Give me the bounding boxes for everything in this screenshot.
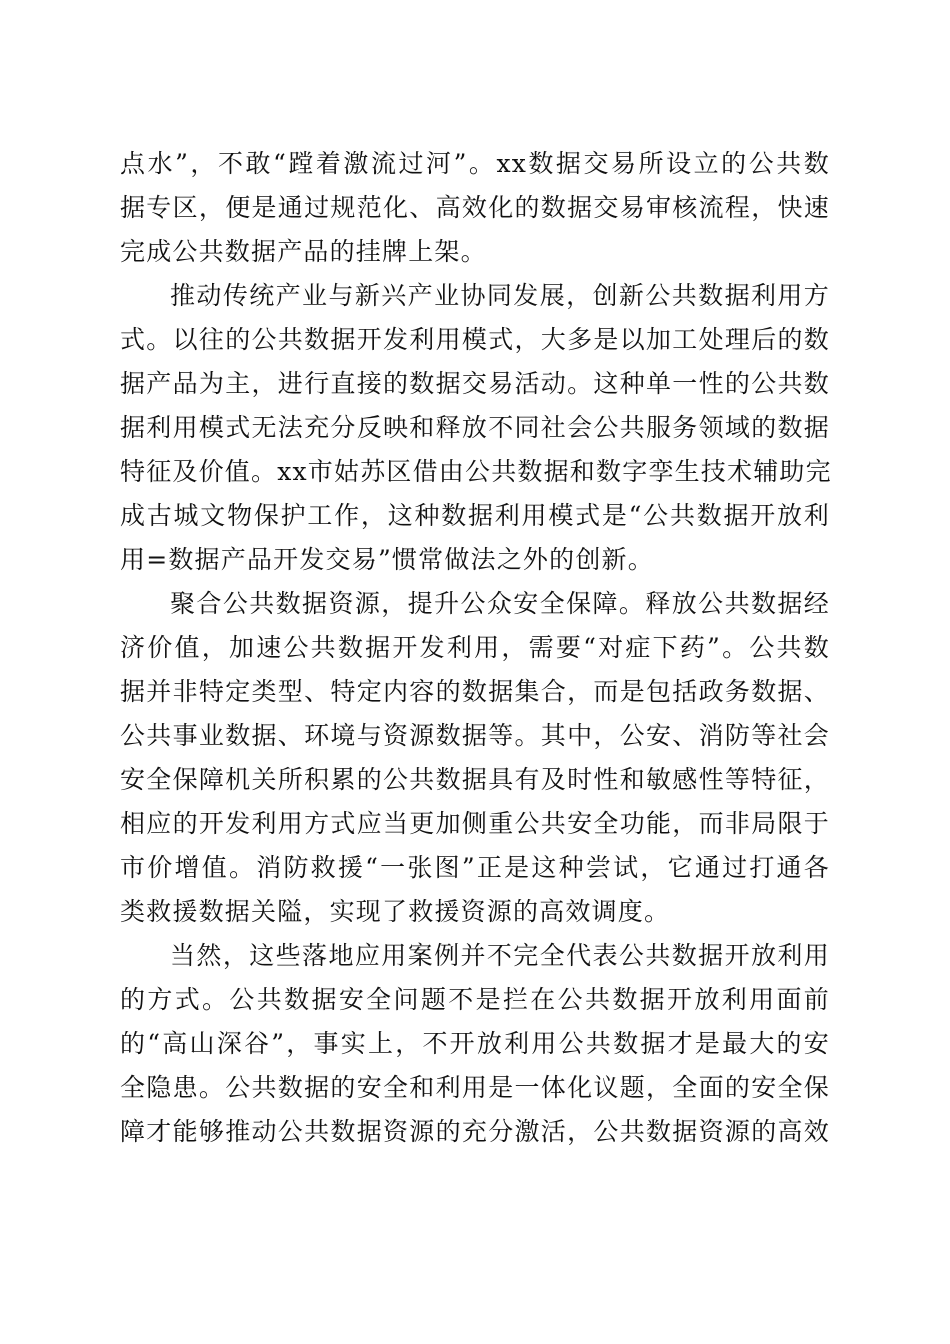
text-line: 的“高山深谷”，事实上，不开放利用公共数据才是最大的安: [120, 1029, 830, 1058]
text-line: 据产品为主，进行直接的数据交易活动。这种单一性的公共数: [120, 369, 830, 398]
text-line: 据专区，便是通过规范化、高效化的数据交易审核流程，快速: [120, 193, 830, 222]
text-line: 式。以往的公共数据开发利用模式，大多是以加工处理后的数: [120, 325, 830, 354]
text-line: 点水”，不敢“蹚着激流过河”。xx数据交易所设立的公共数: [120, 149, 830, 178]
text-line: 障才能够推动公共数据资源的充分激活，公共数据资源的高效: [120, 1117, 830, 1146]
text-line: 安全保障机关所积累的公共数据具有及时性和敏感性等特征，: [120, 765, 830, 794]
text-line: 用=数据产品开发交易”惯常做法之外的创新。: [120, 545, 654, 574]
text-line: 完成公共数据产品的挂牌上架。: [120, 237, 487, 266]
text-line: 相应的开发利用方式应当更加侧重公共安全功能，而非局限于: [120, 809, 830, 838]
body-text: [120, 142, 830, 1154]
paragraph-first-line: 聚合公共数据资源，提升公众安全保障。释放公共数据经: [170, 589, 830, 618]
text-line: 成古城文物保护工作，这种数据利用模式是“公共数据开放利: [120, 501, 830, 530]
text-line: 全隐患。公共数据的安全和利用是一体化议题，全面的安全保: [120, 1073, 830, 1102]
paragraph-first-line: 推动传统产业与新兴产业协同发展，创新公共数据利用方: [170, 281, 830, 310]
text-line: 特征及价值。xx市姑苏区借由公共数据和数字孪生技术辅助完: [120, 457, 832, 486]
text-line: 市价增值。消防救援“一张图”正是这种尝试，它通过打通各: [120, 853, 830, 882]
text-line: 的方式。公共数据安全问题不是拦在公共数据开放利用面前: [120, 985, 830, 1014]
text-line: 济价值，加速公共数据开发利用，需要“对症下药”。公共数: [120, 633, 830, 662]
text-line: 据利用模式无法充分反映和释放不同社会公共服务领域的数据: [120, 413, 830, 442]
text-line: 类救援数据关隘，实现了救援资源的高效调度。: [120, 897, 671, 926]
paragraph-first-line: 当然，这些落地应用案例并不完全代表公共数据开放利用: [170, 941, 830, 970]
text-line: 公共事业数据、环境与资源数据等。其中，公安、消防等社会: [120, 721, 830, 750]
text-line: 据并非特定类型、特定内容的数据集合，而是包括政务数据、: [120, 677, 830, 706]
